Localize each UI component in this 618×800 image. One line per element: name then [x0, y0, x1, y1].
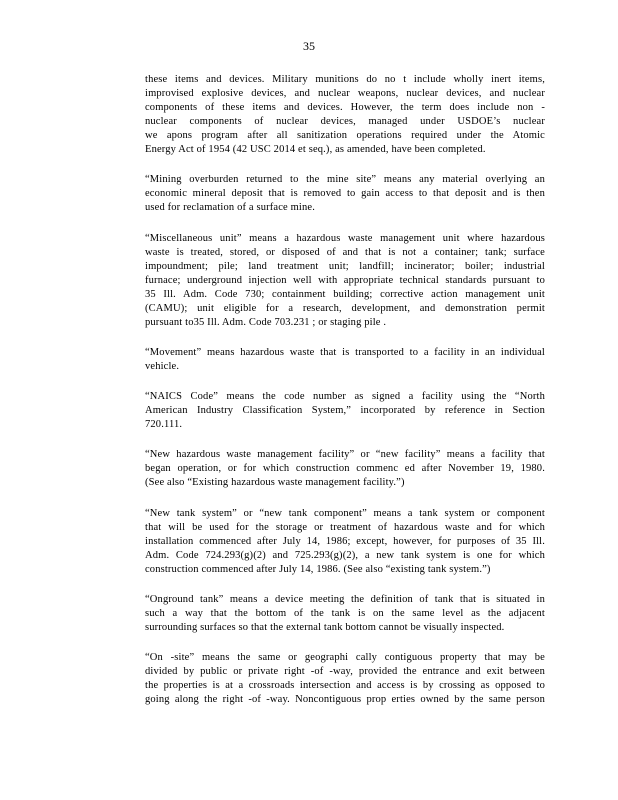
text-line: (See also “Existing hazardous waste management facility.”): [145, 477, 405, 489]
text-line: Energy Act of 1954 (42 USC 2014 et seq.), as amended, have been completed.: [145, 144, 486, 155]
text-line: we apons program after all sanitization operations required under the Atomic: [145, 130, 545, 141]
text-line: began operation, or for which construction commenc ed after November 19, 1980.: [145, 463, 545, 475]
text-line: “New hazardous waste management facility” or “new facility” means a facility that: [145, 449, 545, 461]
text-line: American Industry Classification System,” incorporated by reference in Section: [145, 405, 545, 417]
text-line: construction commenced after July 14, 1986. (See also “existing tank system.”): [145, 563, 491, 575]
text-line: surrounding surfaces so that the external tank bottom cannot be visually inspected.: [145, 622, 505, 634]
page-number: 35: [303, 39, 315, 53]
text-line: going along the right -of -way. Noncontiguous prop erties owned by the same person: [145, 694, 545, 706]
text-line: improvised explosive devices, and nuclear weapons, nuclear devices, and nuclear: [145, 88, 545, 99]
text-line: such a way that the bottom of the tank is on the same level as the adjacent: [145, 608, 545, 620]
text-line: nuclear components of nuclear devices, managed under USDOE’s nuclear: [145, 116, 545, 127]
paragraph: [145, 73, 545, 157]
text-line: used for reclamation of a surface mine.: [145, 202, 315, 214]
text-line: “Mining overburden returned to the mine site” means any material overlying an: [145, 174, 545, 186]
text-line: 720.111.: [145, 419, 183, 431]
text-line: (CAMU); unit eligible for a research, development, and demonstration permit: [145, 302, 545, 314]
paragraph: [145, 507, 545, 577]
text-line: installation commenced after July 14, 1986; except, however, for purposes of 35 Ill.: [145, 535, 545, 547]
text-line: the properties is at a crossroads intersection and access is by crossing as opposed to: [145, 680, 545, 692]
text-line: these items and devices. Military munitions do no t include wholly inert items,: [145, 74, 545, 85]
text-line: 35 Ill. Adm. Code 730; containment building; corrective action management unit: [145, 288, 545, 300]
body-text: [145, 73, 545, 724]
paragraph: [145, 173, 545, 215]
text-line: “New tank system” or “new tank component” means a tank system or component: [145, 507, 545, 519]
paragraph: [145, 346, 545, 374]
text-line: impoundment; pile; land treatment unit; landfill; incinerator; boiler; industrial: [145, 260, 545, 272]
paragraph: [145, 232, 545, 330]
text-line: components of these items and devices. However, the term does include non -: [145, 102, 545, 113]
text-line: “Miscellaneous unit” means a hazardous waste management unit where hazardous: [145, 232, 545, 244]
text-line: divided by public or private right -of -way, provided the entrance and exit between: [145, 666, 545, 678]
text-line: that will be used for the storage or treatment of hazardous waste and for which: [145, 521, 545, 533]
text-line: vehicle.: [145, 360, 180, 372]
text-line: “NAICS Code” means the code number as signed a facility using the “North: [145, 391, 545, 403]
text-line: “On -site” means the same or geographi cally contiguous property that may be: [145, 652, 545, 664]
paragraph: [145, 651, 545, 707]
paragraph: [145, 448, 545, 490]
text-line: economic mineral deposit that is removed to gain access to that deposit and is then: [145, 188, 545, 200]
paragraph: [145, 390, 545, 432]
text-line: “Onground tank” means a device meeting the definition of tank that is situated in: [145, 594, 545, 606]
text-line: pursuant to35 Ill. Adm. Code 703.231 ; or staging pile .: [145, 316, 387, 328]
paragraph: [145, 593, 545, 635]
text-line: Adm. Code 724.293(g)(2) and 725.293(g)(2), a new tank system is one for which: [145, 549, 545, 561]
text-line: “Movement” means hazardous waste that is transported to a facility in an individual: [145, 346, 545, 358]
text-line: waste is treated, stored, or disposed of and that is not a container; tank; surface: [145, 246, 545, 258]
text-line: furnace; underground injection well with appropriate technical standards pursuant to: [145, 274, 545, 286]
